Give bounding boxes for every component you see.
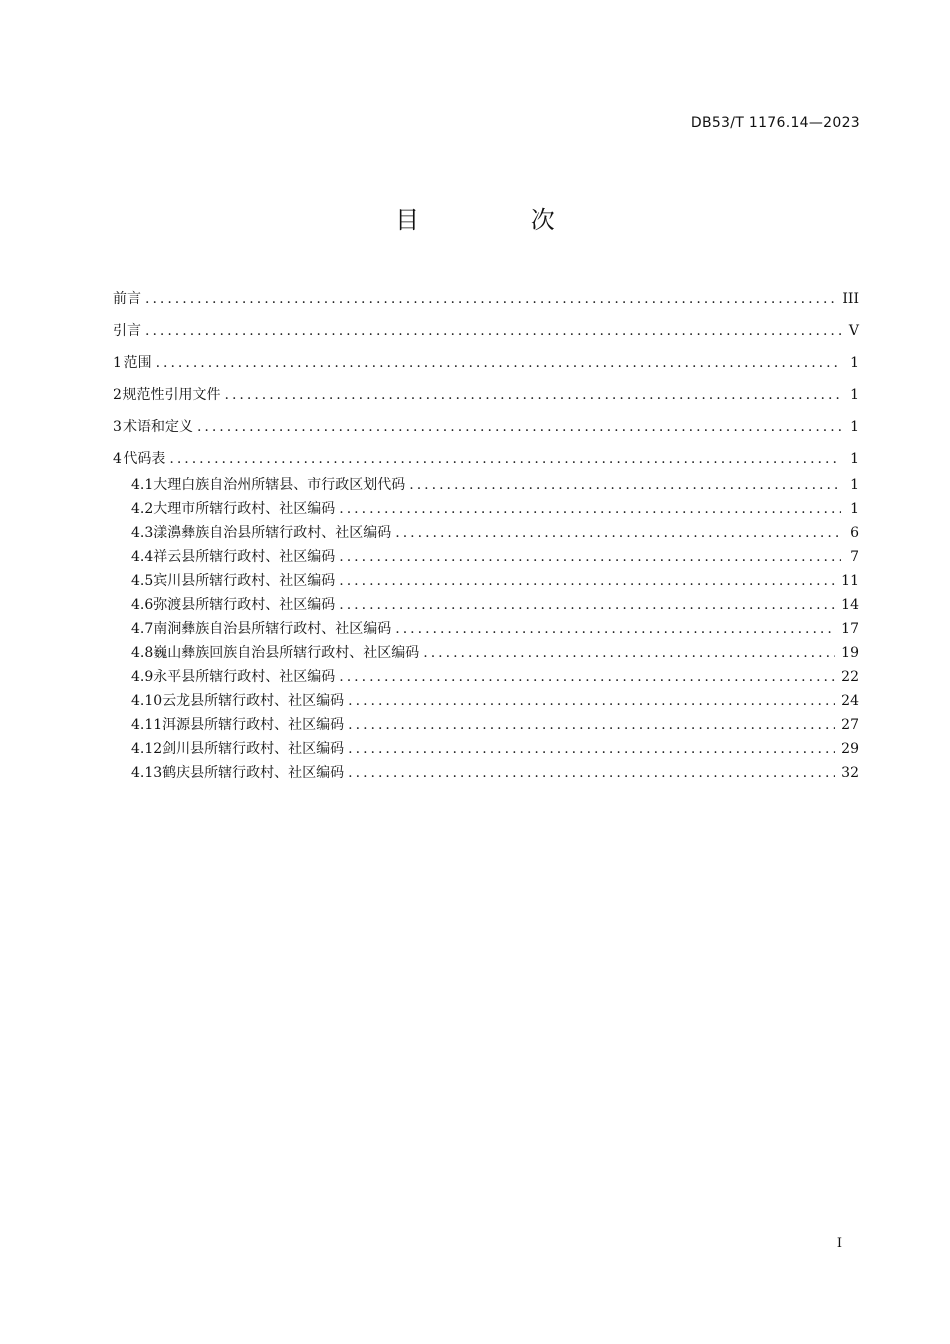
toc-leader-dots (197, 415, 841, 439)
toc-entry-number: 4.10 (131, 693, 163, 709)
toc-entry-number: 4.5 (131, 573, 154, 589)
toc-leader-dots (348, 689, 835, 713)
toc-entry-label: 南涧彝族自治县所辖行政村、社区编码 (153, 621, 392, 637)
toc-entry-page: 1 (850, 387, 859, 403)
toc-entry-4-6[interactable] (113, 593, 859, 617)
toc-entry-label: 引言 (113, 323, 141, 339)
toc-entry-4-9[interactable] (113, 665, 859, 689)
toc-entry-3[interactable] (113, 415, 859, 447)
toc-leader-dots (339, 569, 835, 593)
toc-entry-page: 32 (841, 765, 859, 781)
toc-leader-dots (339, 545, 841, 569)
table-of-contents (113, 287, 859, 785)
toc-leader-dots (348, 713, 835, 737)
toc-entry-4-7[interactable] (113, 617, 859, 641)
toc-entry-4-8[interactable] (113, 641, 859, 665)
toc-entry-4-2[interactable] (113, 497, 859, 521)
toc-entry-4[interactable] (113, 447, 859, 473)
toc-entry-label: 代码表 (123, 451, 166, 467)
toc-entry-label: 永平县所辖行政村、社区编码 (153, 669, 336, 685)
toc-entry-number: 4.9 (131, 669, 154, 685)
toc-entry-number: 4 (113, 451, 122, 467)
toc-title: 目 次 (395, 206, 607, 234)
toc-entry-number: 4.13 (131, 765, 163, 781)
toc-entry-1[interactable] (113, 351, 859, 383)
toc-entry-label: 鹤庆县所辖行政村、社区编码 (162, 765, 345, 781)
toc-entry-label: 宾川县所辖行政村、社区编码 (153, 573, 336, 589)
toc-entry-4-4[interactable] (113, 545, 859, 569)
document-code: DB53/T 1176.14—2023 (690, 115, 860, 131)
toc-entry-4-1[interactable] (113, 473, 859, 497)
toc-entry-page: 1 (850, 419, 859, 435)
toc-entry-4-5[interactable] (113, 569, 859, 593)
toc-entry-label: 祥云县所辖行政村、社区编码 (153, 549, 336, 565)
toc-entry-label: 术语和定义 (122, 419, 193, 435)
toc-entry-page: 7 (850, 549, 859, 565)
toc-entry-label: 大理市所辖行政村、社区编码 (153, 501, 336, 517)
toc-entry-4-3[interactable] (113, 521, 859, 545)
page-number: I (836, 1236, 842, 1251)
toc-leader-dots (225, 383, 841, 407)
toc-entry-page: 29 (841, 741, 859, 757)
toc-leader-dots (145, 287, 836, 311)
toc-entry-label: 弥渡县所辖行政村、社区编码 (153, 597, 336, 613)
toc-leader-dots (156, 351, 841, 375)
toc-entry-number: 4.1 (131, 477, 154, 493)
toc-entry-page: 1 (850, 355, 859, 371)
toc-leader-dots (423, 641, 835, 665)
toc-leader-dots (395, 617, 835, 641)
toc-entry-label: 云龙县所辖行政村、社区编码 (162, 693, 345, 709)
toc-entry-page: 11 (841, 573, 859, 589)
toc-leader-dots (339, 497, 841, 521)
toc-entry-page: 19 (841, 645, 859, 661)
toc-entry-label: 漾濞彝族自治县所辖行政村、社区编码 (153, 525, 392, 541)
toc-entry-page: 6 (850, 525, 859, 541)
toc-entry-page: 14 (841, 597, 859, 613)
toc-entry-page: 24 (841, 693, 859, 709)
toc-entry-number: 2 (113, 387, 122, 403)
toc-leader-dots (145, 319, 841, 343)
toc-entry-number: 1 (113, 355, 122, 371)
toc-entry-4-10[interactable] (113, 689, 859, 713)
toc-entry-page: 1 (850, 501, 859, 517)
toc-entry-number: 4.11 (131, 717, 163, 733)
toc-entry-number: 4.3 (131, 525, 154, 541)
toc-entry-label: 规范性引用文件 (122, 387, 221, 403)
toc-entry-page: V (848, 323, 859, 339)
toc-leader-dots (339, 665, 835, 689)
toc-entry-label: 范围 (123, 355, 152, 371)
toc-entry-foreword[interactable] (113, 287, 859, 319)
toc-entry-number: 4.8 (131, 645, 154, 661)
toc-leader-dots (409, 473, 841, 497)
toc-entry-4-11[interactable] (113, 713, 859, 737)
toc-entry-2[interactable] (113, 383, 859, 415)
toc-entry-4-12[interactable] (113, 737, 859, 761)
toc-entry-page: III (842, 291, 859, 307)
toc-entry-label: 巍山彝族回族自治县所辖行政村、社区编码 (153, 645, 420, 661)
toc-entry-number: 4.7 (131, 621, 154, 637)
toc-entry-label: 洱源县所辖行政村、社区编码 (162, 717, 345, 733)
toc-leader-dots (395, 521, 841, 545)
toc-entry-page: 17 (841, 621, 859, 637)
toc-entry-number: 4.12 (131, 741, 163, 757)
toc-entry-number: 4.4 (131, 549, 154, 565)
toc-entry-page: 27 (841, 717, 859, 733)
toc-entry-page: 1 (850, 477, 859, 493)
toc-leader-dots (348, 761, 835, 785)
toc-leader-dots (339, 593, 835, 617)
toc-entry-page: 22 (841, 669, 859, 685)
toc-entry-4-13[interactable] (113, 761, 859, 785)
toc-entry-number: 3 (113, 419, 122, 435)
toc-entry-label: 前言 (113, 291, 141, 307)
toc-leader-dots (348, 737, 835, 761)
toc-entry-number: 4.6 (131, 597, 154, 613)
toc-entry-introduction[interactable] (113, 319, 859, 351)
toc-entry-page: 1 (850, 451, 859, 467)
toc-entry-label: 剑川县所辖行政村、社区编码 (162, 741, 345, 757)
toc-leader-dots (169, 447, 841, 471)
toc-entry-number: 4.2 (131, 501, 154, 517)
toc-entry-label: 大理白族自治州所辖县、市行政区划代码 (153, 477, 406, 493)
